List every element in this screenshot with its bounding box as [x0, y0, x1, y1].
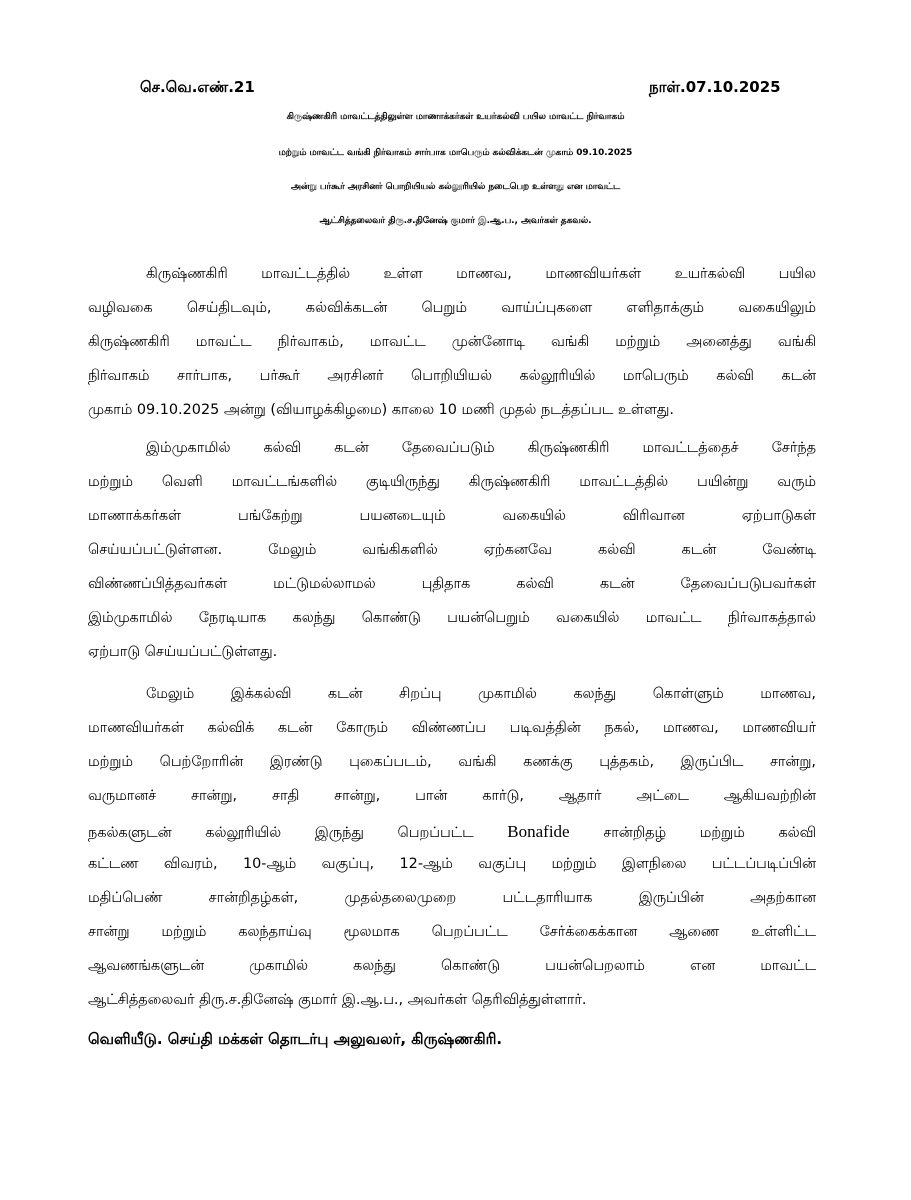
paragraph-line: ஏற்பாடு செய்யப்பட்டுள்ளது. [88, 644, 278, 660]
paragraph-line: வருமானச் சான்று, சாதி சான்று, பான் கார்டு, ஆதார் அட்டை ஆகியவற்றின் [88, 788, 816, 804]
paragraph-line: மாணவியர்கள் கல்விக் கடன் கோரும் விண்ணப்ப படிவத்தின் நகல், மாணவ, மாணவியர் [88, 720, 816, 736]
release-date: நாள்.07.10.2025 [649, 78, 781, 96]
paragraph-line: மற்றும் வெளி மாவட்டங்களில் குடியிருந்து கிருஷ்ணகிரி மாவட்டத்தில் பயின்று வரும் [88, 474, 816, 490]
paragraph-line: மற்றும் பெற்றோரின் இரண்டு புகைப்படம், வங்கி கணக்கு புத்தகம், இருப்பிட சான்று, [88, 754, 816, 770]
paragraph-line: வழிவகை செய்திடவும், கல்விக்கடன் பெறும் வாய்ப்புகளை எளிதாக்கும் வகையிலும் [88, 300, 816, 316]
paragraph-line: இம்முகாமில் நேரடியாக கலந்து கொண்டு பயன்பெறும் வகையில் மாவட்ட நிர்வாகத்தால் [88, 610, 816, 626]
paragraph-segment: நகல்களுடன் கல்லூரியில் இருந்து பெறப்பட்ட [88, 825, 474, 841]
release-footer: வெளியீடு. செய்தி மக்கள் தொடர்பு அலுவலர், கிருஷ்ணகிரி. [88, 1030, 503, 1048]
title-line: கிருஷ்ணகிரி மாவட்டத்திலுள்ள மாணாக்கர்கள் உயர்கல்வி பயில மாவட்ட நிர்வாகம் [286, 112, 625, 122]
paragraph-line: ஆவணங்களுடன் முகாமில் கலந்து கொண்டு பயன்பெறலாம் என மாவட்ட [88, 958, 816, 974]
paragraph-segment: சான்றிதழ் மற்றும் கல்வி [603, 825, 816, 841]
reference-number: செ.வெ.எண்.21 [140, 78, 255, 96]
paragraph-line: கட்டண விவரம், 10-ஆம் வகுப்பு, 12-ஆம் வகுப்பு மற்றும் இளநிலை பட்டப்படிப்பின் [88, 856, 816, 872]
bonafide-term: Bonafide [507, 822, 570, 841]
paragraph-line: கிருஷ்ணகிரி மாவட்ட நிர்வாகம், மாவட்ட முன்னோடி வங்கி மற்றும் அனைத்து வங்கி [88, 334, 816, 350]
paragraph-line: நிர்வாகம் சார்பாக, பர்கூர் அரசினர் பொறியியல் கல்லூரியில் மாபெரும் கல்வி கடன் [88, 368, 816, 384]
title-line: ஆட்சித்தலைவர் திரு.ச.தினேஷ் குமார் இ.ஆ.ப., அவர்கள் தகவல். [319, 216, 592, 226]
paragraph-line: மதிப்பெண் சான்றிதழ்கள், முதல்தலைமுறை பட்டதாரியாக இருப்பின் அதற்கான [88, 890, 816, 906]
title-line: மற்றும் மாவட்ட வங்கி நிர்வாகம் சார்பாக மாபெரும் கல்விக்கடன் முகாம் 09.10.2025 [278, 148, 633, 158]
paragraph-line: இம்முகாமில் கல்வி கடன் தேவைப்படும் கிருஷ்ணகிரி மாவட்டத்தைச் சேர்ந்த [146, 440, 816, 456]
paragraph-line: மாணாக்கர்கள் பங்கேற்று பயனடையும் வகையில் விரிவான ஏற்பாடுகள் [88, 508, 816, 524]
paragraph-line [88, 822, 816, 843]
paragraph-line: முகாம் 09.10.2025 அன்று (வியாழக்கிழமை) காலை 10 மணி முதல் நடத்தப்பட உள்ளது. [88, 402, 674, 418]
paragraph-line: கிருஷ்ணகிரி மாவட்டத்தில் உள்ள மாணவ, மாணவியர்கள் உயர்கல்வி பயில [146, 266, 816, 282]
paragraph-line: செய்யப்பட்டுள்ளன. மேலும் வங்கிகளில் ஏற்கனவே கல்வி கடன் வேண்டி [88, 542, 816, 558]
title-line: அன்று பர்கூர் அரசினர் பொறியியல் கல்லூரியில் நடைபெற உள்ளது என மாவட்ட [290, 182, 621, 192]
paragraph-line: சான்று மற்றும் கலந்தாய்வு மூலமாக பெறப்பட்ட சேர்க்கைக்கான ஆணை உள்ளிட்ட [88, 924, 816, 940]
paragraph-line: மேலும் இக்கல்வி கடன் சிறப்பு முகாமில் கலந்து கொள்ளும் மாணவ, [146, 686, 816, 702]
paragraph-line: விண்ணப்பித்தவர்கள் மட்டுமல்லாமல் புதிதாக கல்வி கடன் தேவைப்படுபவர்கள் [88, 576, 816, 592]
paragraph-line: ஆட்சித்தலைவர் திரு.ச.தினேஷ் குமார் இ.ஆ.ப., அவர்கள் தெரிவித்துள்ளார். [88, 992, 587, 1008]
